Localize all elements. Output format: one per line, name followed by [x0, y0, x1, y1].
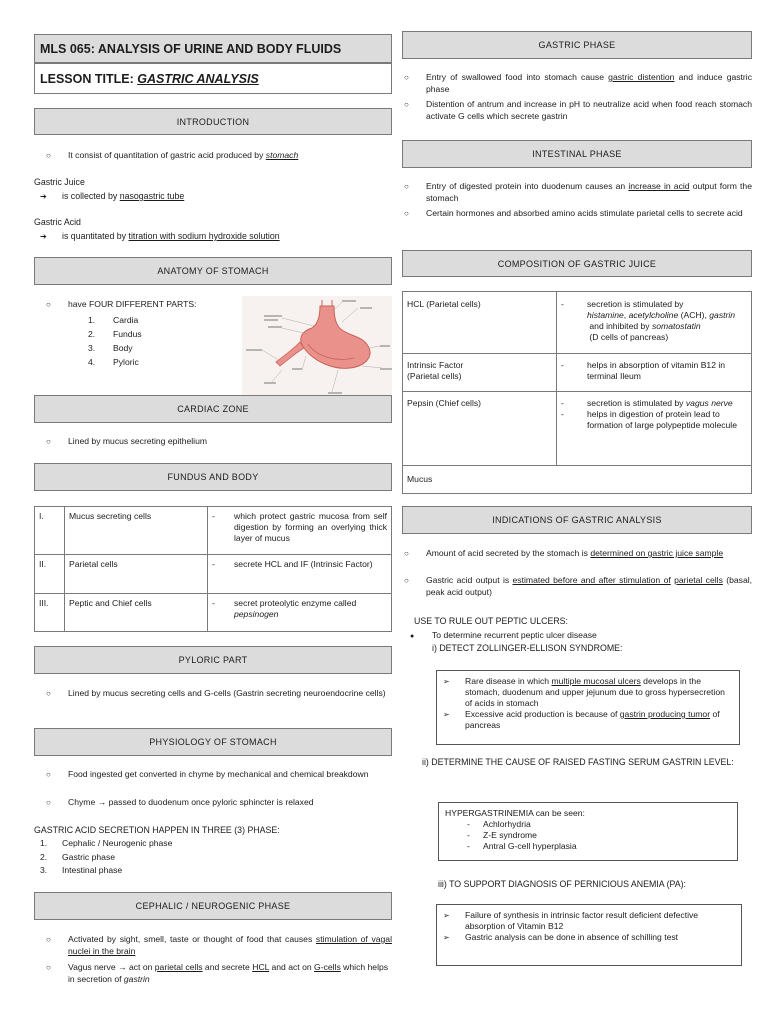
- circle-bullet-icon: ○: [404, 209, 409, 218]
- pyloric-bullet: ○ Lined by mucus secreting cells and G-cells (Gastrin secreting neuroendocrine cells): [46, 688, 386, 698]
- circle-bullet-icon: ○: [46, 437, 51, 446]
- circle-bullet-icon: ○: [46, 151, 51, 160]
- anatomy-heading: ANATOMY OF STOMACH: [34, 257, 392, 285]
- circle-bullet-icon: ○: [404, 182, 409, 191]
- table-row: HCL (Parietal cells) - secretion is stimulated by histamine, acetylcholine (ACH), gastrin and inhibited by somatostatin (D cells of pancreas): [403, 292, 752, 354]
- pointer-icon: ➢: [443, 933, 450, 942]
- zollinger-title: i) DETECT ZOLLINGER-ELLISON SYNDROME:: [432, 643, 623, 653]
- rule-out-title: USE TO RULE OUT PEPTIC ULCERS:: [414, 616, 568, 626]
- circle-bullet-icon: ○: [46, 963, 51, 972]
- pointer-icon: ➢: [443, 911, 450, 920]
- indications-heading: INDICATIONS OF GASTRIC ANALYSIS: [402, 506, 752, 534]
- list-item: 3. Body: [88, 343, 133, 353]
- lesson-title: LESSON TITLE: GASTRIC ANALYSIS: [34, 63, 392, 94]
- circle-bullet-icon: ○: [46, 935, 51, 944]
- gastric-phase-heading: GASTRIC PHASE: [402, 31, 752, 59]
- intestinal-phase-heading: INTESTINAL PHASE: [402, 140, 752, 168]
- table-row: Pepsin (Chief cells) - secretion is stimulated by vagus nerve - helps in digestion of protein lead to formation of large polypeptide molecule: [403, 392, 752, 466]
- arrow-icon: ➔: [40, 232, 47, 241]
- list-item: 3. Intestinal phase: [40, 865, 123, 875]
- gastric-juice-label: Gastric Juice: [34, 177, 85, 187]
- list-item: - Antral G-cell hyperplasia: [467, 841, 577, 851]
- gastric-acid-item: ➔ is quantitated by titration with sodium hydroxide solution: [40, 231, 280, 241]
- cardiac-zone-heading: CARDIAC ZONE: [34, 395, 392, 423]
- lesson-title-text: GASTRIC ANALYSIS: [137, 71, 259, 86]
- recurrent-item: ● To determine recurrent peptic ulcer disease: [410, 629, 597, 643]
- list-item: 1. Cardia: [88, 315, 139, 325]
- anatomy-intro: ○ have FOUR DIFFERENT PARTS:: [46, 299, 197, 309]
- fasting-title: ii) DETERMINE THE CAUSE OF RAISED FASTING SERUM GASTRIN LEVEL:: [422, 757, 734, 767]
- intestinal-phase-bullet-2: ○ Certain hormones and absorbed amino acids stimulate parietal cells to secrete acid: [404, 208, 743, 218]
- circle-bullet-icon: ○: [46, 300, 51, 309]
- phase-list: [40, 837, 172, 878]
- course-title: MLS 065: ANALYSIS OF URINE AND BODY FLUIDS: [34, 34, 392, 63]
- zollinger-box: ➢ Rare disease in which multiple mucosal ulcers develops in the stomach, duodenum and upper jejunum due to gross hypersecretion of acids in stomach ➢ Excessive acid production is because of gastrin producing tumor of pancreas: [436, 670, 740, 745]
- cephalic-bullet-1: ○ Activated by sight, smell, taste or thought of food that causes stimulation of vagal nuclei in the brain: [46, 934, 392, 956]
- gastric-phase-bullet-1: ○ Entry of swallowed food into stomach cause gastric distention and induce gastric phase: [404, 72, 752, 94]
- intro-bullet: ○ It consist of quantitation of gastric acid produced by stomach: [46, 150, 299, 160]
- composition-table: [402, 291, 752, 494]
- table-row: Mucus: [403, 466, 752, 494]
- gastric-acid-label: Gastric Acid: [34, 217, 81, 227]
- list-item: 4. Pyloric: [88, 357, 139, 367]
- fundus-body-heading: FUNDUS AND BODY: [34, 463, 392, 491]
- table-row: III. Peptic and Chief cells - secret proteolytic enzyme called pepsinogen: [35, 594, 392, 632]
- cephalic-heading: CEPHALIC / NEUROGENIC PHASE: [34, 892, 392, 920]
- circle-bullet-icon: ○: [404, 73, 409, 82]
- circle-bullet-icon: ○: [46, 689, 51, 698]
- intestinal-phase-bullet-1: ○ Entry of digested protein into duodenum causes an increase in acid output form the stomach: [404, 181, 752, 203]
- pernicious-anemia-box: ➢ Failure of synthesis in intrinsic factor result deficient defective absorption of Vitamin B12 ➢ Gastric analysis can be done in absence of schilling test: [436, 904, 742, 966]
- physiology-heading: PHYSIOLOGY OF STOMACH: [34, 728, 392, 756]
- hypergastrinemia-box: HYPERGASTRINEMIA can be seen: - Achlorhydria - Z-E syndrome - Antral G-cell hyperplasia: [438, 802, 738, 861]
- physiology-bullet-2: ○ Chyme → passed to duodenum once pyloric sphincter is relaxed: [46, 797, 314, 807]
- introduction-heading: INTRODUCTION: [34, 108, 392, 135]
- pernicious-anemia-title: iii) TO SUPPORT DIAGNOSIS OF PERNICIOUS ANEMIA (PA):: [438, 879, 686, 889]
- anatomy-parts-list: [88, 313, 142, 369]
- dot-bullet-icon: ●: [410, 633, 415, 640]
- table-row: I. Mucus secreting cells - which protect gastric mucosa from self digestion by forming an overlying thick layer of mucus: [35, 507, 392, 555]
- pointer-icon: ➢: [443, 710, 450, 719]
- list-item: - Z-E syndrome: [467, 830, 537, 840]
- gastric-juice-item: ➔ is collected by nasogastric tube: [40, 191, 185, 201]
- table-row: II. Parietal cells - secrete HCL and IF (Intrinsic Factor): [35, 555, 392, 594]
- list-item: 1. Cephalic / Neurogenic phase: [40, 838, 173, 848]
- pointer-icon: ➢: [443, 677, 450, 686]
- circle-bullet-icon: ○: [46, 798, 51, 807]
- cardiac-zone-bullet: ○ Lined by mucus secreting epithelium: [46, 436, 208, 446]
- pyloric-heading: PYLORIC PART: [34, 646, 392, 674]
- list-item: 2. Gastric phase: [40, 851, 116, 862]
- circle-bullet-icon: ○: [46, 770, 51, 779]
- stomach-diagram: [242, 296, 392, 396]
- indications-bullet-2: ○ Gastric acid output is estimated before and after stimulation of parietal cells (basal, peak acid output): [404, 575, 753, 597]
- gastric-phase-bullet-2: ○ Distention of antrum and increase in pH to neutralize acid when food reach stomach activate G cells which secrete gastrin: [404, 99, 752, 121]
- arrow-icon: ➔: [40, 192, 47, 201]
- physiology-bullet-1: ○ Food ingested get converted in chyme by mechanical and chemical breakdown: [46, 769, 369, 779]
- fundus-body-table: [34, 506, 392, 632]
- table-row: Intrinsic Factor (Parietal cells) - helps in absorption of vitamin B12 in terminal Ileum: [403, 354, 752, 392]
- indications-bullet-1: ○ Amount of acid secreted by the stomach is determined on gastric juice sample: [404, 548, 724, 558]
- phase-title: GASTRIC ACID SECRETION HAPPEN IN THREE (3) PHASE:: [34, 825, 280, 835]
- list-item: - Achlorhydria: [467, 819, 531, 829]
- circle-bullet-icon: ○: [404, 576, 409, 585]
- circle-bullet-icon: ○: [404, 549, 409, 558]
- circle-bullet-icon: ○: [404, 100, 409, 109]
- composition-heading: COMPOSITION OF GASTRIC JUICE: [402, 250, 752, 277]
- cephalic-bullet-2: ○ Vagus nerve → act on parietal cells and secrete HCL and act on G-cells which helps in secretion of gastrin: [46, 962, 389, 984]
- list-item: 2. Fundus: [88, 329, 142, 339]
